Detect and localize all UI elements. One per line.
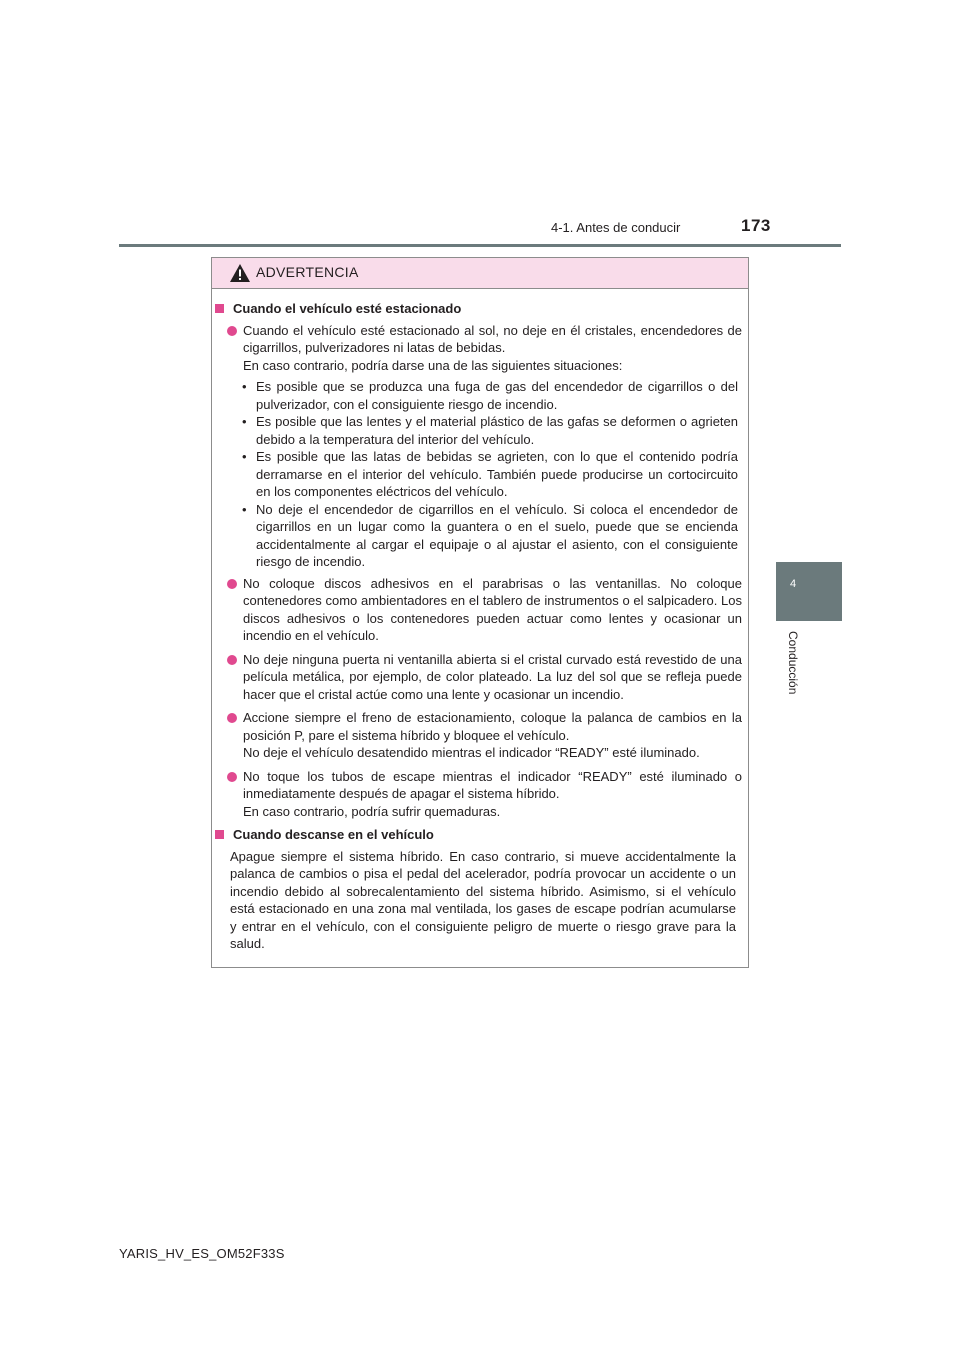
section-heading: [215, 826, 748, 844]
sub-item-text: No deje el encendedor de cigarrillos en el vehículo. Si coloca el encendedor de cigarrillos en un lugar como la guantera o en el suelo, puede que se encienda accidentalmente al cargar el equipaje o al ajustar el asiento, con el consiguiente riesgo de incendio.: [256, 501, 738, 569]
item-text: En caso contrario, podría sufrir quemaduras.: [243, 803, 501, 819]
page-number: 173: [741, 216, 771, 235]
item-text: Cuando el vehículo esté estacionado al sol, no deje en él cristales, encendedores de cigarrillos, pulverizadores ni latas de bebidas.: [243, 322, 742, 355]
sub-list-item: • Es posible que se produzca una fuga de gas del encendedor de cigarrillos o del pulverizador, con el consiguiente riesgo de incendio.: [242, 379, 738, 412]
item-text: No deje ninguna puerta ni ventanilla abierta si el cristal curvado está revestido de una película metálica, por ejemplo, de color plateado. La luz del sol que se refleja puede hacer que el cristal actúe como una lente y ocasionar un incendio.: [243, 651, 742, 702]
header-divider: [119, 244, 841, 247]
sub-item-text: Es posible que las latas de bebidas se agrieten, con lo que el contenido podría derramarse en el interior del vehículo. También puede producirse un cortocircuito en los componentes eléctricos del vehículo.: [256, 449, 738, 499]
paragraph: Apague siempre el sistema híbrido. En caso contrario, si mueve accidentalmente la palanca de cambios o pisa el pedal del acelerador, podría provocar un accidente o un incendio debido al sobrecalentamiento del sistema híbrido. Asimismo, si el vehículo está estacionado en una zona mal ventilada, los gases de escape podrían acumularse y entrar en el vehículo, con el consiguiente peligro de muerte o riesgo grave para la salud.: [230, 848, 736, 951]
list-item: [212, 322, 748, 375]
item-text: En caso contrario, podría darse una de las siguientes situaciones:: [243, 357, 623, 373]
section-title: 4-1. Antes de conducir: [551, 220, 681, 235]
circle-bullet-icon: [227, 772, 237, 782]
list-item: [212, 575, 748, 645]
chapter-label: Conducción: [786, 631, 800, 695]
circle-bullet-icon: [227, 655, 237, 665]
item-text: No deje el vehículo desatendido mientras el indicador “READY” esté iluminado.: [243, 745, 700, 760]
section-heading: [215, 300, 748, 318]
item-text: Accione siempre el freno de estacionamiento, coloque la palanca de cambios en la posición P, pare el sistema híbrido y bloquee el vehículo.: [243, 710, 742, 743]
circle-bullet-icon: [227, 326, 237, 336]
warning-triangle-icon: [229, 263, 251, 283]
square-bullet-icon: [215, 304, 224, 313]
chapter-tab: [776, 562, 842, 621]
square-bullet-icon: [215, 830, 224, 839]
sub-item-text: Es posible que las lentes y el material plástico de las gafas se deformen o agrieten debido a la temperatura del interior del vehículo.: [256, 414, 738, 447]
warning-box: [211, 257, 749, 968]
section-heading-text: Cuando el vehículo esté estacionado: [233, 301, 462, 316]
item-text: No coloque discos adhesivos en el parabrisas o las ventanillas. No coloque contenedores como ambientadores en el tablero de instrumentos o el salpicadero. Los discos adhesivos o los contenedores pueden actuar como lentes y ocasionar un incendio en el vehículo.: [243, 575, 742, 643]
section-heading-text: Cuando descanse en el vehículo: [233, 827, 434, 842]
sub-list-item: • Es posible que las lentes y el material plástico de las gafas se deformen o agrieten debido a la temperatura del interior del vehículo.: [242, 414, 738, 447]
warning-body: [212, 289, 748, 953]
chapter-number: 4: [790, 578, 797, 590]
sub-list-item: • Es posible que las latas de bebidas se agrieten, con lo que el contenido podría derramarse en el interior del vehículo. También puede producirse un cortocircuito en los componentes eléctricos del vehículo.: [242, 449, 738, 499]
sub-item-text: Es posible que se produzca una fuga de gas del encendedor de cigarrillos o del pulverizador, con el consiguiente riesgo de incendio.: [256, 379, 738, 412]
warning-title: ADVERTENCIA: [256, 264, 359, 280]
list-item: [212, 651, 748, 704]
list-item: [212, 768, 748, 821]
item-text: No toque los tubos de escape mientras el indicador “READY” esté iluminado o inmediatamente después de apagar el sistema híbrido.: [243, 768, 742, 801]
sub-list-item: • No deje el encendedor de cigarrillos en el vehículo. Si coloca el encendedor de cigarrillos en un lugar como la guantera o en el suelo, puede que se encienda accidentalmente al cargar el equipaje o al ajustar el asiento, con el consiguiente riesgo de incendio.: [242, 501, 738, 569]
circle-bullet-icon: [227, 713, 237, 723]
list-item: [212, 709, 748, 762]
warning-header: [212, 258, 748, 289]
document-code: YARIS_HV_ES_OM52F33S: [119, 1246, 285, 1261]
circle-bullet-icon: [227, 579, 237, 589]
